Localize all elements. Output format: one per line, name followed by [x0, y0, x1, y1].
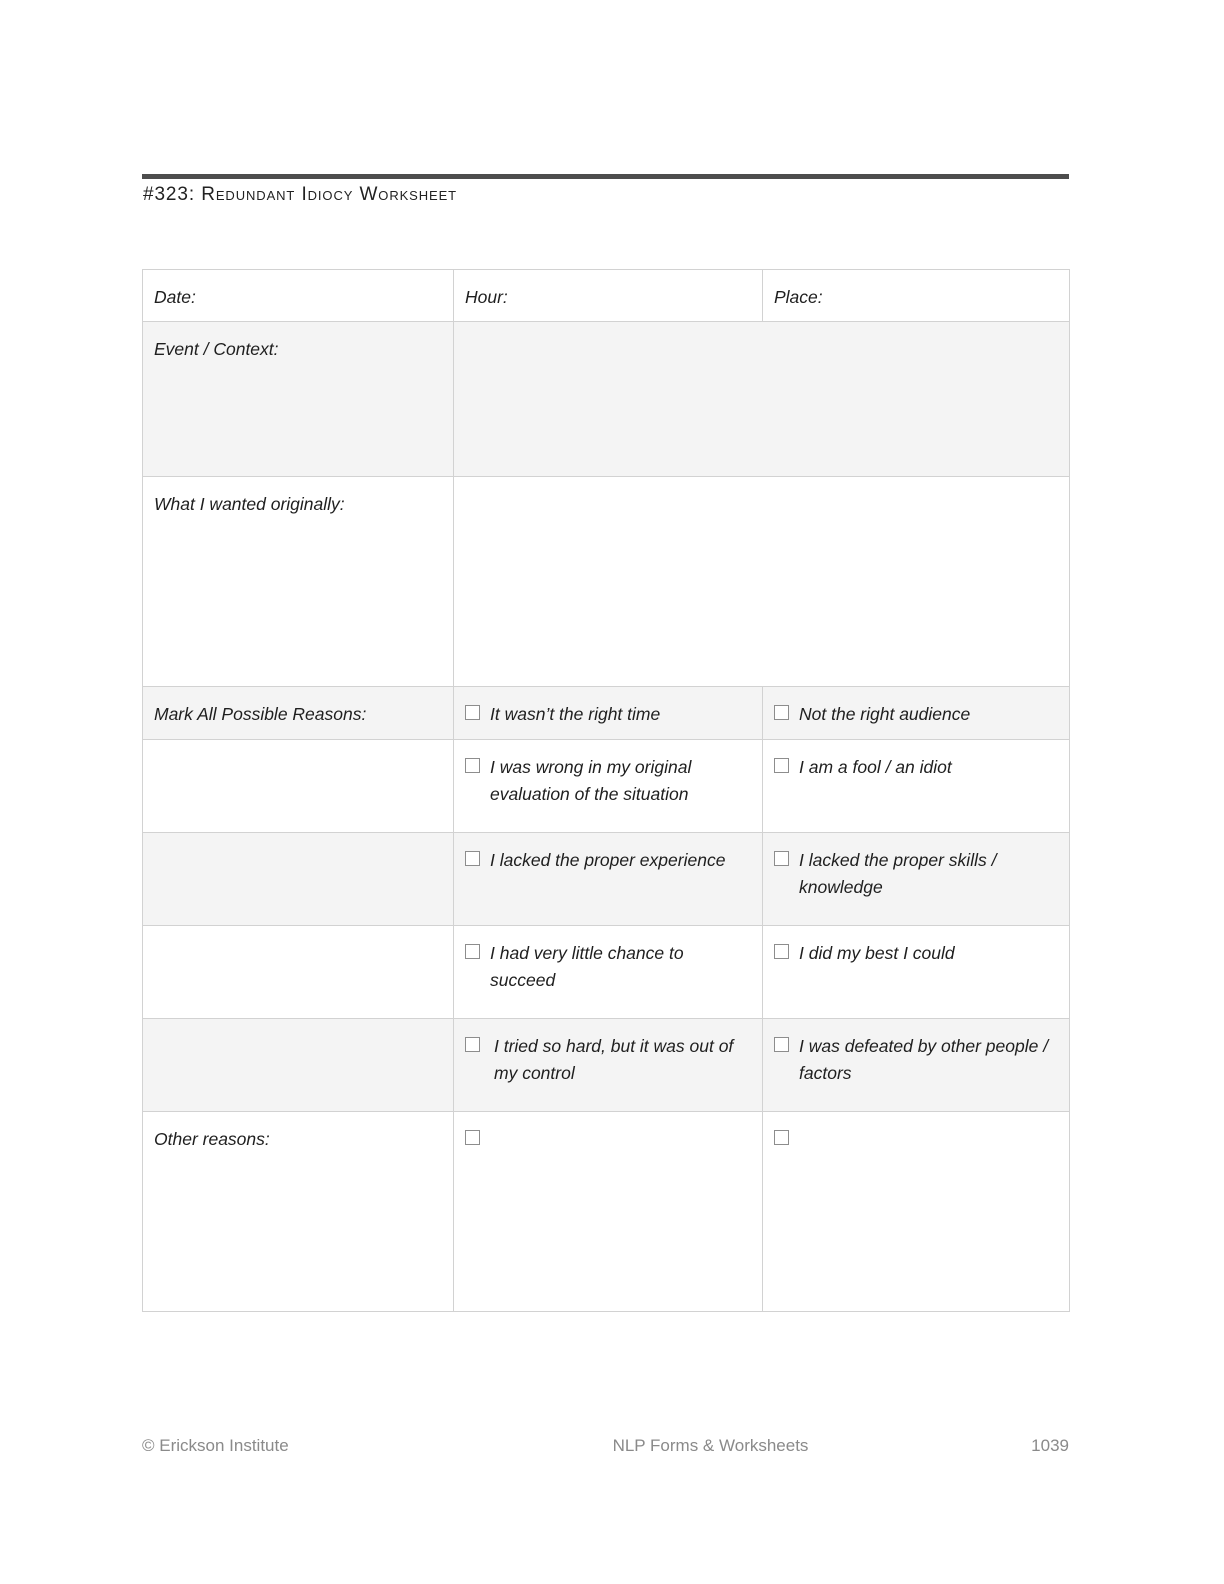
checkbox-option-4-right[interactable]: [774, 940, 1058, 967]
cell-reason-2-spacer: [143, 740, 454, 833]
table-row-reason-1: [143, 687, 1070, 740]
checkbox-option-5-right[interactable]: [774, 1033, 1058, 1087]
checkbox-option-5-left[interactable]: [465, 1033, 751, 1087]
checkbox-option-1-left[interactable]: [465, 701, 751, 728]
cell-wanted-input[interactable]: [454, 477, 1070, 687]
table-row-reason-2: [143, 740, 1070, 833]
cell-reasons-label: [143, 687, 454, 740]
table-row-reason-3: [143, 833, 1070, 926]
checkbox-option-label: It wasn’t the right time: [490, 704, 661, 725]
checkbox-icon[interactable]: [465, 1130, 480, 1145]
wanted-originally-label: What I wanted originally:: [154, 494, 345, 515]
checkbox-option-1-right[interactable]: [774, 701, 1058, 728]
checkbox-option-label: I was defeated by other people / factors: [799, 1036, 1049, 1084]
cell-reason-2-right[interactable]: [763, 740, 1070, 833]
table-row-meta: [143, 270, 1070, 322]
cell-other-reasons-left[interactable]: [454, 1112, 763, 1312]
cell-place[interactable]: [763, 270, 1070, 322]
table-row-other-reasons: [143, 1112, 1070, 1312]
event-context-label: Event / Context:: [154, 339, 279, 360]
cell-event-context-input[interactable]: [454, 322, 1070, 477]
cell-reason-1-left[interactable]: [454, 687, 763, 740]
table-row-reason-4: [143, 926, 1070, 1019]
checkbox-option-label: I was wrong in my original evaluation of the situation: [490, 757, 692, 805]
checkbox-option-label: I lacked the proper skills / knowledge: [799, 850, 997, 898]
checkbox-icon[interactable]: [774, 758, 789, 773]
checkbox-option-3-right[interactable]: [774, 847, 1058, 901]
cell-reason-5-spacer: [143, 1019, 454, 1112]
checkbox-option-label: Not the right audience: [799, 704, 971, 725]
cell-reason-2-left[interactable]: [454, 740, 763, 833]
table-row-event-context: [143, 322, 1070, 477]
cell-hour[interactable]: [454, 270, 763, 322]
checkbox-option-2-left[interactable]: [465, 754, 751, 808]
checkbox-icon[interactable]: [465, 758, 480, 773]
checkbox-option-label: I am a fool / an idiot: [799, 757, 952, 778]
checkbox-option-label: I tried so hard, but it was out of my control: [494, 1036, 734, 1084]
place-label: Place:: [774, 287, 823, 307]
hour-label: Hour:: [465, 287, 508, 307]
checkbox-icon[interactable]: [465, 944, 480, 959]
cell-reason-3-left[interactable]: [454, 833, 763, 926]
checkbox-icon[interactable]: [774, 1130, 789, 1145]
footer-series: NLP Forms & Worksheets: [612, 1436, 809, 1455]
worksheet-table: [142, 269, 1070, 1312]
cell-other-reasons-right[interactable]: [763, 1112, 1070, 1312]
cell-wanted-label: [143, 477, 454, 687]
checkbox-icon[interactable]: [774, 1037, 789, 1052]
cell-reason-3-spacer: [143, 833, 454, 926]
cell-other-reasons-label: [143, 1112, 454, 1312]
page-footer: [142, 1436, 1069, 1456]
checkbox-option-label: I did my best I could: [799, 943, 955, 964]
cell-reason-4-left[interactable]: [454, 926, 763, 1019]
mark-all-reasons-label: Mark All Possible Reasons:: [154, 704, 367, 725]
cell-reason-4-right[interactable]: [763, 926, 1070, 1019]
page-title: #323: Redundant Idiocy Worksheet: [143, 184, 458, 205]
cell-event-context-label: [143, 322, 454, 477]
footer-page-number: 1039: [1031, 1436, 1069, 1455]
cell-reason-1-right[interactable]: [763, 687, 1070, 740]
table-row-wanted-originally: [143, 477, 1070, 687]
checkbox-option-label: I lacked the proper experience: [490, 850, 726, 871]
checkbox-option-2-right[interactable]: [774, 754, 1058, 781]
cell-date[interactable]: [143, 270, 454, 322]
checkbox-icon[interactable]: [465, 1037, 480, 1052]
date-label: Date:: [154, 287, 196, 307]
footer-copyright: © Erickson Institute: [142, 1436, 289, 1455]
checkbox-icon[interactable]: [465, 705, 480, 720]
cell-reason-5-right[interactable]: [763, 1019, 1070, 1112]
checkbox-option-3-left[interactable]: [465, 847, 751, 874]
checkbox-option-label: I had very little chance to succeed: [490, 943, 684, 991]
other-reasons-label: Other reasons:: [154, 1129, 270, 1150]
header-rule: [142, 174, 1069, 179]
cell-reason-3-right[interactable]: [763, 833, 1070, 926]
checkbox-option-4-left[interactable]: [465, 940, 751, 994]
checkbox-icon[interactable]: [465, 851, 480, 866]
checkbox-icon[interactable]: [774, 705, 789, 720]
checkbox-icon[interactable]: [774, 851, 789, 866]
table-row-reason-5: [143, 1019, 1070, 1112]
checkbox-icon[interactable]: [774, 944, 789, 959]
cell-reason-5-left[interactable]: [454, 1019, 763, 1112]
cell-reason-4-spacer: [143, 926, 454, 1019]
